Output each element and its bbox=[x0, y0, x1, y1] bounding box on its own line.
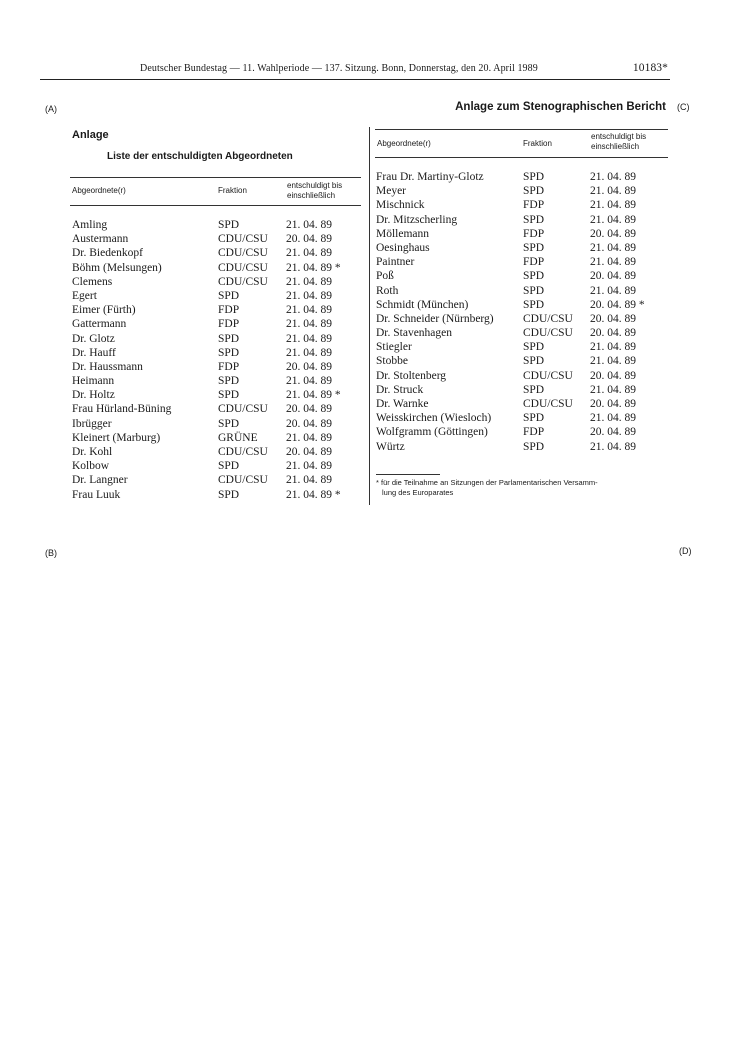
excused-until: 21. 04. 89 bbox=[590, 440, 636, 453]
member-name: Frau Luuk bbox=[72, 488, 121, 501]
excused-until: 21. 04. 89 bbox=[590, 213, 636, 226]
member-name: Möllemann bbox=[376, 227, 430, 240]
page-number: 10183* bbox=[632, 62, 668, 74]
table-row bbox=[376, 227, 668, 241]
party-name: SPD bbox=[218, 346, 240, 359]
table-row bbox=[72, 473, 362, 487]
table-row bbox=[72, 417, 362, 431]
excused-until: 20. 04. 89 bbox=[590, 270, 636, 283]
table-row bbox=[72, 346, 362, 360]
member-name: Amling bbox=[72, 219, 108, 231]
party-name: SPD bbox=[218, 389, 240, 402]
table-row bbox=[376, 397, 668, 411]
table-row bbox=[72, 332, 362, 346]
excused-until: 21. 04. 89 bbox=[590, 341, 636, 354]
left-table-header-rule bbox=[70, 205, 361, 206]
excused-until: 21. 04. 89 bbox=[286, 332, 332, 345]
table-row bbox=[72, 374, 362, 388]
party-name: FDP bbox=[523, 426, 545, 439]
header-rule bbox=[40, 79, 670, 80]
table-row bbox=[376, 298, 668, 312]
party-name: SPD bbox=[523, 241, 545, 254]
table-row bbox=[72, 459, 362, 473]
member-name: Paintner bbox=[376, 256, 415, 269]
excused-until: 21. 04. 89 bbox=[590, 412, 636, 425]
party-name: SPD bbox=[218, 332, 240, 345]
table-row bbox=[72, 317, 362, 331]
left-col-header-until-line2: einschließlich bbox=[287, 191, 336, 200]
party-name: SPD bbox=[523, 383, 545, 396]
excused-until: 21. 04. 89 bbox=[286, 474, 332, 487]
table-row bbox=[72, 261, 362, 275]
member-name: Kleinert (Marburg) bbox=[72, 431, 161, 444]
excused-until: 21. 04. 89 bbox=[286, 247, 332, 260]
member-name: Ibrügger bbox=[72, 417, 112, 430]
member-name: Clemens bbox=[72, 275, 113, 288]
party-name: FDP bbox=[218, 318, 240, 331]
member-name: Böhm (Melsungen) bbox=[72, 261, 162, 274]
member-name: Roth bbox=[376, 284, 399, 297]
party-name: FDP bbox=[523, 256, 545, 269]
excused-until: 20. 04. 89 bbox=[286, 233, 332, 246]
table-row bbox=[72, 275, 362, 289]
member-name: Weisskirchen (Wiesloch) bbox=[376, 412, 492, 425]
table-row bbox=[72, 232, 362, 246]
excused-until: 20. 04. 89 bbox=[590, 327, 636, 340]
section-heading: Anlage bbox=[72, 129, 109, 141]
party-name: FDP bbox=[523, 227, 545, 240]
left-table-body bbox=[72, 218, 362, 502]
member-name: Dr. Stoltenberg bbox=[376, 369, 447, 382]
party-name: CDU/CSU bbox=[523, 312, 573, 325]
right-table-header-rule bbox=[375, 157, 668, 158]
table-row bbox=[72, 218, 362, 232]
annex-title: Anlage zum Stenographischen Bericht bbox=[455, 101, 666, 113]
party-name: SPD bbox=[523, 355, 545, 368]
member-name: Frau Dr. Martiny-Glotz bbox=[376, 171, 484, 183]
excused-until: 20. 04. 89 bbox=[590, 312, 636, 325]
party-name: SPD bbox=[523, 284, 545, 297]
party-name: CDU/CSU bbox=[218, 474, 268, 487]
party-name: SPD bbox=[523, 185, 545, 198]
right-col-header-name: Abgeordnete(r) bbox=[377, 139, 431, 148]
member-name: Dr. Stavenhagen bbox=[376, 327, 453, 340]
margin-marker-a: (A) bbox=[45, 104, 57, 114]
party-name: CDU/CSU bbox=[218, 275, 268, 288]
table-row bbox=[376, 269, 668, 283]
member-name: Wolfgramm (Göttingen) bbox=[376, 426, 488, 439]
table-row bbox=[376, 354, 668, 368]
excused-until: 21. 04. 89 bbox=[590, 383, 636, 396]
excused-until: 21. 04. 89 bbox=[286, 431, 332, 444]
table-row bbox=[376, 198, 668, 212]
table-row bbox=[376, 326, 668, 340]
table-row bbox=[376, 340, 668, 354]
party-name: GRÜNE bbox=[218, 431, 258, 444]
table-row bbox=[376, 312, 668, 326]
party-name: SPD bbox=[218, 460, 240, 473]
table-row bbox=[376, 369, 668, 383]
party-name: SPD bbox=[523, 341, 545, 354]
excused-until: 21. 04. 89 bbox=[286, 318, 332, 331]
member-name: Dr. Biedenkopf bbox=[72, 247, 143, 260]
excused-until: 21. 04. 89 bbox=[286, 304, 332, 317]
party-name: SPD bbox=[218, 417, 240, 430]
member-name: Schmidt (München) bbox=[376, 298, 469, 311]
member-name: Dr. Holtz bbox=[72, 389, 115, 402]
member-name: Dr. Langner bbox=[72, 474, 128, 487]
excused-until: 21. 04. 89 * bbox=[286, 389, 341, 402]
left-col-header-until-line1: entschuldigt bis bbox=[287, 181, 343, 190]
table-row bbox=[72, 388, 362, 402]
table-row bbox=[72, 246, 362, 260]
right-table-body bbox=[376, 170, 668, 454]
table-row bbox=[72, 360, 362, 374]
table-row bbox=[72, 431, 362, 445]
member-name: Dr. Warnke bbox=[376, 398, 429, 410]
excused-until: 21. 04. 89 bbox=[590, 199, 636, 212]
excused-until: 21. 04. 89 bbox=[286, 375, 332, 388]
member-name: Dr. Mitzscherling bbox=[376, 213, 458, 226]
table-row bbox=[376, 284, 668, 298]
table-row bbox=[72, 488, 362, 502]
party-name: SPD bbox=[218, 219, 240, 231]
excused-until: 20. 04. 89 bbox=[590, 227, 636, 240]
footnote bbox=[376, 478, 668, 498]
left-table-top-rule bbox=[70, 177, 361, 178]
party-name: FDP bbox=[218, 304, 240, 317]
member-name: Meyer bbox=[376, 185, 407, 198]
table-row bbox=[376, 213, 668, 227]
excused-until: 21. 04. 89 bbox=[590, 355, 636, 368]
party-name: SPD bbox=[523, 270, 545, 283]
member-name: Dr. Glotz bbox=[72, 332, 115, 345]
excused-until: 20. 04. 89 * bbox=[590, 298, 645, 311]
table-row bbox=[376, 255, 668, 269]
member-name: Dr. Haussmann bbox=[72, 360, 143, 373]
excused-until: 21. 04. 89 bbox=[286, 219, 332, 231]
member-name: Oesinghaus bbox=[376, 241, 430, 254]
excused-until: 21. 04. 89 bbox=[590, 185, 636, 198]
running-head-text: Deutscher Bundestag — 11. Wahlperiode — 137. Sitzung. Bonn, Donnerstag, den 20. April 1989 bbox=[140, 63, 538, 74]
member-name: Mischnick bbox=[376, 199, 425, 212]
excused-until: 21. 04. 89 bbox=[286, 289, 332, 302]
excused-until: 21. 04. 89 bbox=[286, 275, 332, 288]
excused-until: 21. 04. 89 bbox=[590, 284, 636, 297]
excused-until: 20. 04. 89 bbox=[286, 403, 332, 416]
footnote-rule bbox=[376, 474, 440, 475]
party-name: CDU/CSU bbox=[218, 247, 268, 260]
excused-until: 21. 04. 89 bbox=[286, 460, 332, 473]
party-name: CDU/CSU bbox=[218, 446, 268, 458]
column-divider bbox=[369, 127, 370, 505]
table-row bbox=[376, 170, 668, 184]
table-row bbox=[72, 303, 362, 317]
member-name: Dr. Struck bbox=[376, 383, 424, 396]
member-name: Kolbow bbox=[72, 460, 110, 473]
margin-marker-b: (B) bbox=[45, 548, 57, 558]
margin-marker-c: (C) bbox=[677, 102, 690, 112]
table-row bbox=[376, 425, 668, 439]
party-name: FDP bbox=[523, 199, 545, 212]
excused-until: 21. 04. 89 bbox=[286, 346, 332, 359]
member-name: Dr. Schneider (Nürnberg) bbox=[376, 312, 494, 325]
table-row bbox=[376, 184, 668, 198]
member-name: Dr. Hauff bbox=[72, 346, 116, 359]
table-row bbox=[72, 445, 362, 459]
excused-until: 20. 04. 89 bbox=[286, 417, 332, 430]
party-name: FDP bbox=[218, 360, 240, 373]
member-name: Heimann bbox=[72, 375, 115, 388]
excused-until: 20. 04. 89 bbox=[286, 360, 332, 373]
excused-until: 20. 04. 89 bbox=[590, 398, 636, 410]
party-name: CDU/CSU bbox=[218, 233, 268, 246]
excused-until: 20. 04. 89 bbox=[286, 446, 332, 458]
member-name: Gattermann bbox=[72, 318, 127, 331]
excused-until: 20. 04. 89 bbox=[590, 369, 636, 382]
table-row bbox=[72, 289, 362, 303]
table-row bbox=[72, 402, 362, 416]
right-col-header-until-line2: einschließlich bbox=[591, 142, 640, 151]
party-name: CDU/CSU bbox=[523, 398, 573, 410]
excused-until: 21. 04. 89 * bbox=[286, 261, 341, 274]
party-name: SPD bbox=[218, 488, 240, 501]
table-row bbox=[376, 383, 668, 397]
right-table-top-rule bbox=[375, 129, 668, 130]
party-name: SPD bbox=[523, 412, 545, 425]
right-col-header-until bbox=[591, 132, 646, 152]
section-subheading: Liste der entschuldigten Abgeordneten bbox=[107, 151, 293, 162]
footnote-line-1: * für die Teilnahme an Sitzungen der Parlamentarischen Versamm- bbox=[376, 478, 598, 487]
table-row bbox=[376, 440, 668, 454]
party-name: SPD bbox=[523, 171, 545, 183]
table-row bbox=[376, 411, 668, 425]
excused-until: 21. 04. 89 * bbox=[286, 488, 341, 501]
party-name: CDU/CSU bbox=[218, 261, 268, 274]
right-col-header-until-line1: entschuldigt bis bbox=[591, 132, 647, 141]
member-name: Poß bbox=[376, 270, 394, 283]
party-name: CDU/CSU bbox=[523, 369, 573, 382]
margin-marker-d: (D) bbox=[679, 546, 692, 556]
excused-until: 21. 04. 89 bbox=[590, 256, 636, 269]
member-name: Frau Hürland-Büning bbox=[72, 403, 172, 416]
party-name: CDU/CSU bbox=[218, 403, 268, 416]
party-name: CDU/CSU bbox=[523, 327, 573, 340]
member-name: Stobbe bbox=[376, 355, 408, 368]
party-name: SPD bbox=[218, 289, 240, 302]
member-name: Eimer (Fürth) bbox=[72, 304, 136, 317]
member-name: Egert bbox=[72, 289, 97, 302]
excused-until: 21. 04. 89 bbox=[590, 241, 636, 254]
party-name: SPD bbox=[523, 298, 545, 311]
member-name: Würtz bbox=[376, 440, 405, 453]
footnote-line-2: lung des Europarates bbox=[382, 488, 454, 497]
left-col-header-until bbox=[287, 181, 342, 201]
left-col-header-name: Abgeordnete(r) bbox=[72, 186, 126, 195]
party-name: SPD bbox=[218, 375, 240, 388]
excused-until: 21. 04. 89 bbox=[590, 171, 636, 183]
party-name: SPD bbox=[523, 213, 545, 226]
excused-until: 20. 04. 89 bbox=[590, 426, 636, 439]
member-name: Austermann bbox=[72, 233, 129, 246]
right-col-header-party: Fraktion bbox=[523, 139, 552, 148]
member-name: Stiegler bbox=[376, 341, 412, 354]
party-name: SPD bbox=[523, 440, 545, 453]
member-name: Dr. Kohl bbox=[72, 446, 113, 458]
left-col-header-party: Fraktion bbox=[218, 186, 247, 195]
table-row bbox=[376, 241, 668, 255]
